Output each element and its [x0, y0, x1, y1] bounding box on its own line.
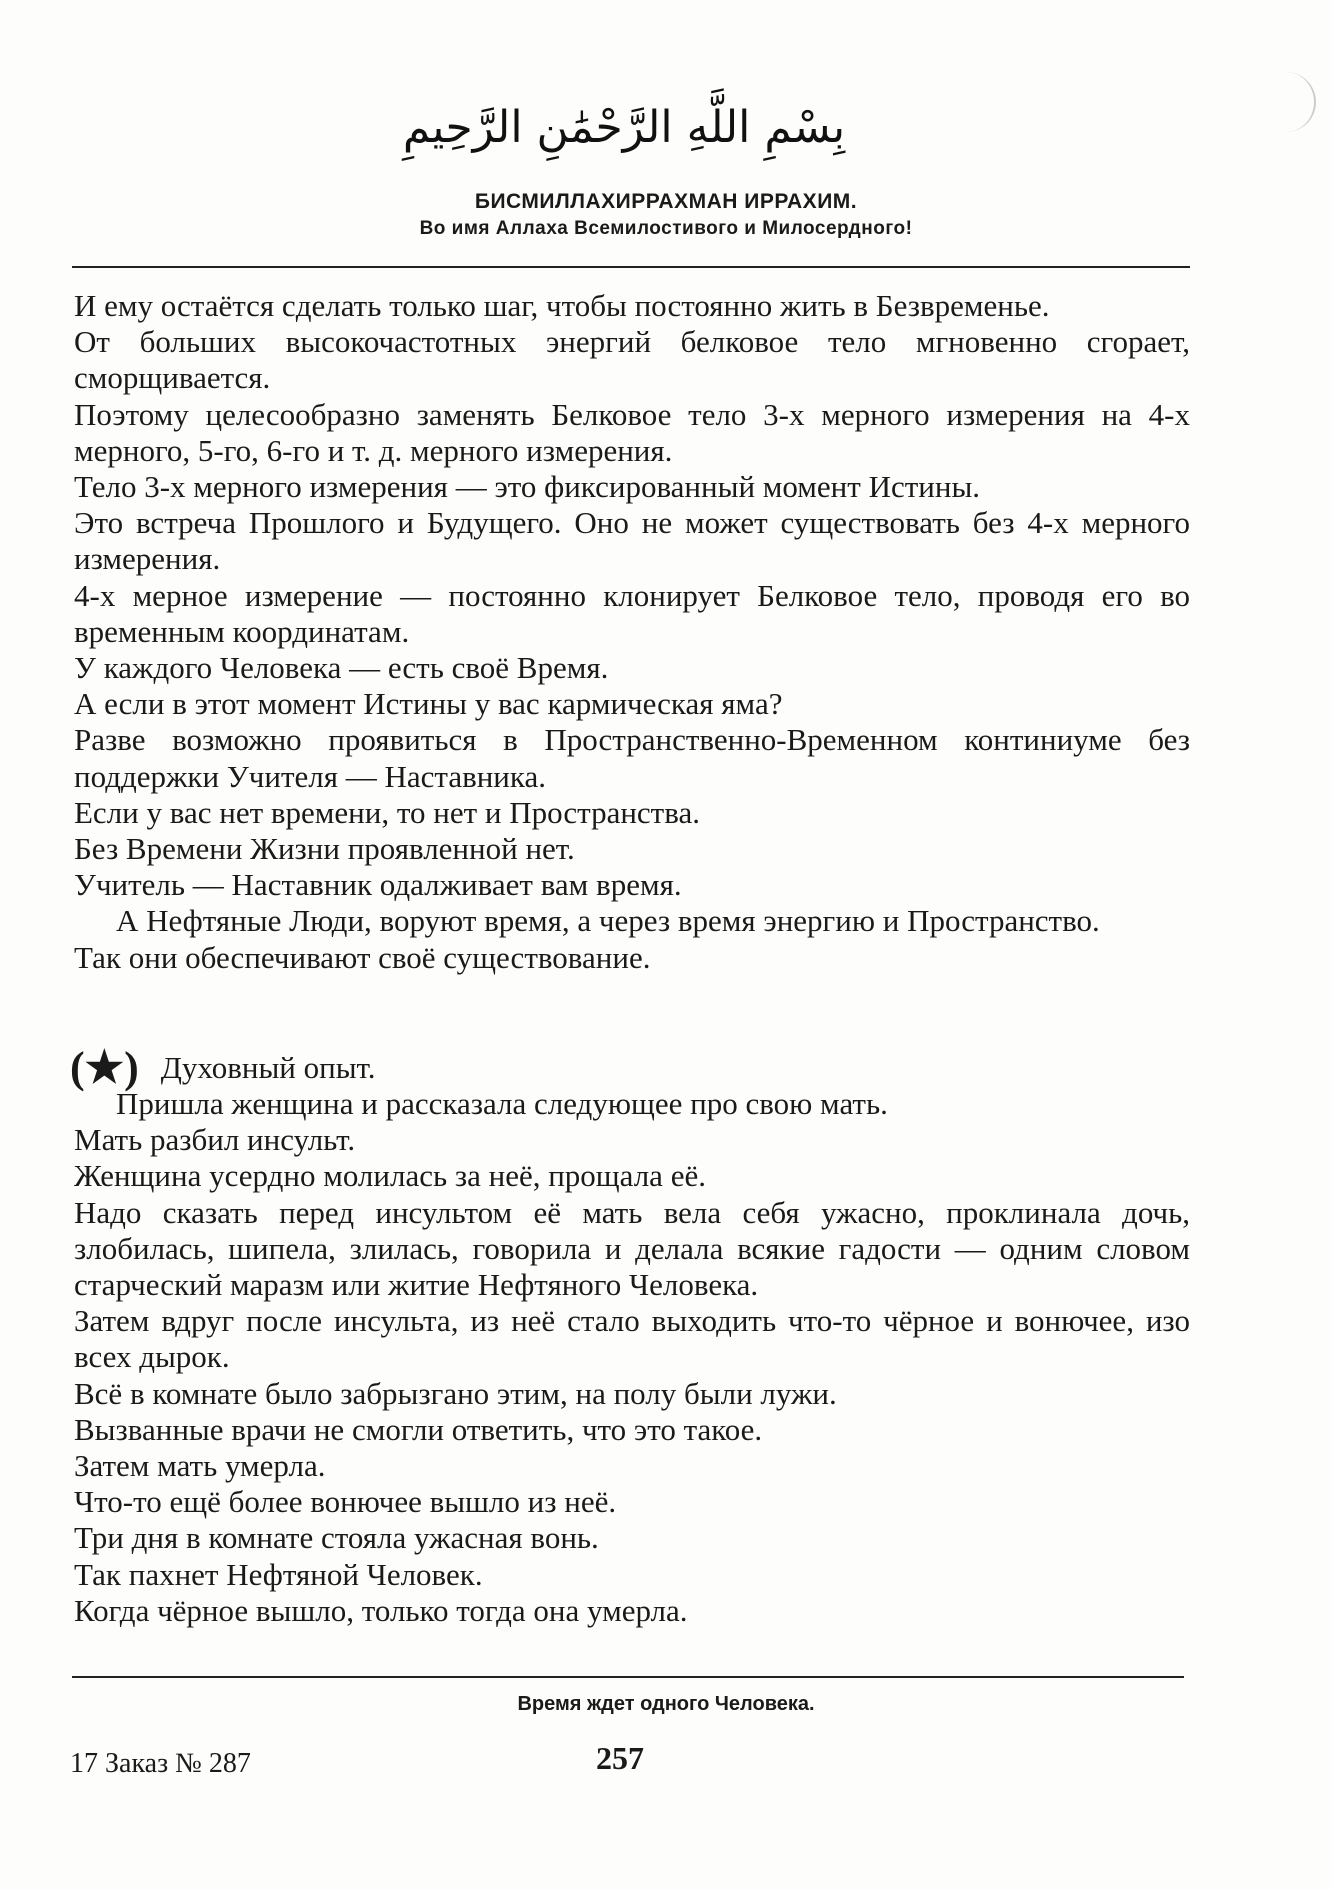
page-number: 257: [596, 1740, 644, 1776]
paragraph: Без Времени Жизни проявленной нет.: [74, 831, 575, 867]
paragraph: Пришла женщина и рассказала следующее про свою мать.: [116, 1086, 888, 1121]
header-rule: [72, 266, 1190, 268]
paragraph: Разве возможно проявиться в Пространственно-Временном континиуме без поддержки Учителя — Наставника.: [74, 722, 1190, 794]
paragraph: От больших высокочастотных энергий белковое тело мгновенно сгорает, сморщивается.: [74, 324, 1190, 396]
paragraph: 4-х мерное измерение — постоянно клонирует Белковое тело, проводя его во временным координатам.: [74, 577, 1190, 649]
paragraph: Мать разбил инсульт.: [74, 1122, 356, 1158]
paragraph: Если у вас нет времени, то нет и Пространства.: [74, 794, 700, 830]
paragraph: Так пахнет Нефтяной Человек.: [74, 1556, 483, 1592]
paragraph: Надо сказать перед инсультом её мать вела себя ужасно, проклинала дочь, злобилась, шипела, злилась, говорила и делала всякие гадости — одним словом старческий маразм или житие Нефтяного Человека.: [74, 1194, 1190, 1303]
paragraph: Всё в комнате было забрызгано этим, на полу были лужи.: [74, 1375, 837, 1411]
paragraph: Женщина усердно молилась за неё, прощала её.: [74, 1158, 706, 1194]
section-title: Духовный опыт.: [160, 1049, 376, 1085]
paragraph: Вызванные врачи не смогли ответить, что это такое.: [74, 1411, 763, 1447]
page-edge-mark: [1284, 72, 1316, 132]
signature-line: 17 Заказ № 287: [70, 1748, 251, 1779]
paragraph: Что-то ещё более вонючее вышло из неё.: [74, 1484, 617, 1520]
paragraph: Затем вдруг после инсульта, из неё стало выходить что-то чёрное и вонючее, изо всех дырок.: [74, 1303, 1190, 1375]
paragraph: Затем мать умерла.: [74, 1448, 326, 1484]
paragraph: У каждого Человека — есть своё Время.: [74, 650, 609, 686]
paragraph: Учитель — Наставник одалживает вам время.: [74, 867, 682, 903]
paragraph: Когда чёрное вышло, только тогда она умерла.: [74, 1592, 688, 1628]
paragraph: Так они обеспечивают своё существование.: [74, 939, 651, 975]
paragraph: Три дня в комнате стояла ужасная вонь.: [74, 1520, 599, 1556]
paragraph: Тело 3-х мерного измерения — это фиксированный момент Истины.: [74, 469, 981, 505]
body-text: [74, 288, 1190, 976]
paragraph: Это встреча Прошлого и Будущего. Оно не может существовать без 4-х мерного измерения.: [74, 505, 1190, 577]
footer-caption: Время ждет одного Человека.: [517, 1693, 815, 1715]
header-title: БИСМИЛЛАХИРРАХМАН ИРРАХИМ.: [474, 190, 858, 213]
paragraph: А Нефтяные Люди, воруют время, а через время энергию и Пространство.: [116, 903, 1100, 939]
star-marker-icon: (★): [70, 1043, 139, 1092]
arabic-calligraphy: [402, 70, 846, 180]
paragraph: И ему остаётся сделать только шаг, чтобы постоянно жить в Безвременье.: [74, 288, 1050, 323]
paragraph: Поэтому целесообразно заменять Белковое тело 3-х мерного измерения на 4-х мерного, 5-го, 6-го и т. д. мерного измерения.: [74, 396, 1190, 468]
header-subtitle: Во имя Аллаха Всемилостивого и Милосердного!: [419, 218, 913, 239]
paragraph: А если в этот момент Истины у вас кармическая яма?: [74, 686, 783, 722]
arabic-basmala-text: بِسْمِ اللَّهِ الرَّحْمَٰنِ الرَّحِيمِ: [402, 102, 846, 153]
section-text: [74, 1086, 1190, 1629]
footer-rule: [72, 1676, 1184, 1678]
